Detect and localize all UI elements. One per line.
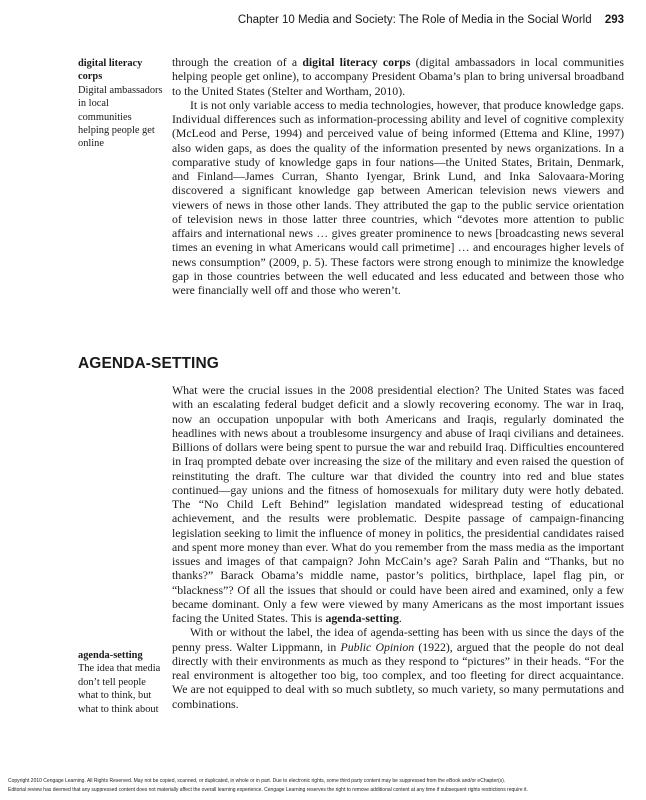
section-knowledge-gap-text: [172, 55, 624, 297]
chapter-title: Chapter 10 Media and Society: The Role of Media in the Social World: [237, 14, 592, 26]
running-header: [238, 14, 624, 26]
page-number: 293: [604, 14, 624, 26]
section-heading-agenda-setting: AGENDA-SETTING: [78, 355, 219, 372]
paragraph: through the creation of a digital literacy corps (digital ambassadors in local communities helping people get online), to accompany President Obama’s plan to bring universal broadband to the United States (Stelter and Wortham, 2010).: [172, 55, 624, 98]
margin-note-term: digital literacy corps: [78, 58, 143, 83]
margin-note-definition: The idea that media don’t tell people what to think, but what to think about: [78, 663, 161, 715]
key-term: digital literacy corps: [302, 55, 411, 69]
copyright-notice: Copyright 2010 Cengage Learning. All Rights Reserved. May not be copied, scanned, or duplicated, in whole or in part. Due to electronic rights, some third party content may be suppressed from the eBook and/or eChapter(s).: [8, 778, 506, 784]
paragraph: What were the crucial issues in the 2008 presidential election? The United States was faced with an escalating federal budget deficit and a slowly recovering economy. The war in Iraq, now an occupation unpopular with both Americans and Iraqis, regularly dominated the headlines with news about a troublesome insurgency and abuse of Iraqi civilians and detainees. Billions of dollars were being spent to pursue the war and rebuild Iraq. Difficulties encountered in Iraq prompted debate over increasing the size of the military and even raised the question of reinstituting the draft. The culture war that divided the country into red and blue states continued—gay unions and the fitness of homosexuals for military duty were hotly debated. The “No Child Left Behind” legislation mandated widespread testing of educational achievement, and the results were problematic. Despite passage of campaign-financing legislation seeking to limit the influence of money in politics, the presidential candidates raised and spent more money than ever. What do you remember from the mass media as the important issues and images of that campaign? John McCain’s age? Sarah Palin and “Thanks, but no thanks?” Barack Obama’s middle name, pastor’s politics, birthplace, lapel flag pin, or “blackness”? Of all the issues that should or could have been aired and examined, only a few became dominant. Only a few were viewed by many Americans as the most important issues facing the United States. This is agenda-setting.: [172, 383, 624, 625]
paragraph: It is not only variable access to media technologies, however, that produce knowledge gaps. Individual differences such as information-processing ability and level of cognitive complexity (McLeod and Perse, 1994) and perceived value of being informed (Ettema and Kline, 1997) also widen gaps, as does the quality of the information presented by news organizations. In a comparative study of knowledge gaps in four nations—the United States, Britain, Denmark, and Finland—James Curran, Shanto Iyengar, Brink Lund, and Inka Salovaara-Moring discovered a significant knowledge gap between American television news viewers and viewers of news in those other lands. They attributed the gap to the public service orientation of television news in those latter three countries, which “devotes more attention to public affairs and international news … gives greater prominence to news [broadcasting news several times an evening in what Americans would call primetime] … and encourages higher levels of news consumption” (2009, p. 5). These factors were strong enough to minimize the knowledge gap in those countries between the well educated and less educated and between those who were financially well off and those who weren’t.: [172, 97, 624, 297]
margin-note-definition: Digital ambassadors in local communities helping people get online: [78, 84, 163, 150]
key-term: agenda-setting: [325, 611, 399, 625]
margin-note-term: agenda-setting: [78, 650, 143, 661]
editorial-notice: Editorial review has deemed that any suppressed content does not materially affect the overall learning experience. Cengage Learning reserves the right to remove additional content at any time if subsequent rights restrictions require it.: [8, 787, 528, 793]
book-title: Public Opinion: [340, 639, 415, 654]
paragraph: With or without the label, the idea of agenda-setting has been with us since the days of the penny press. Walter Lippmann, in Public Opinion (1922), argued that the people do not deal directly with their environments as much as they respond to “pictures” in their heads. “For the real environment is altogether too big, too complex, and too fleeting for direct acquaintance. We are not equipped to deal with so much subtlety, so much variety, so many permutations and combinations.: [172, 625, 624, 711]
margin-note-agenda-setting: [78, 649, 164, 716]
section-agenda-setting-text: [172, 383, 624, 711]
margin-note-digital-literacy-corps: [78, 57, 164, 151]
